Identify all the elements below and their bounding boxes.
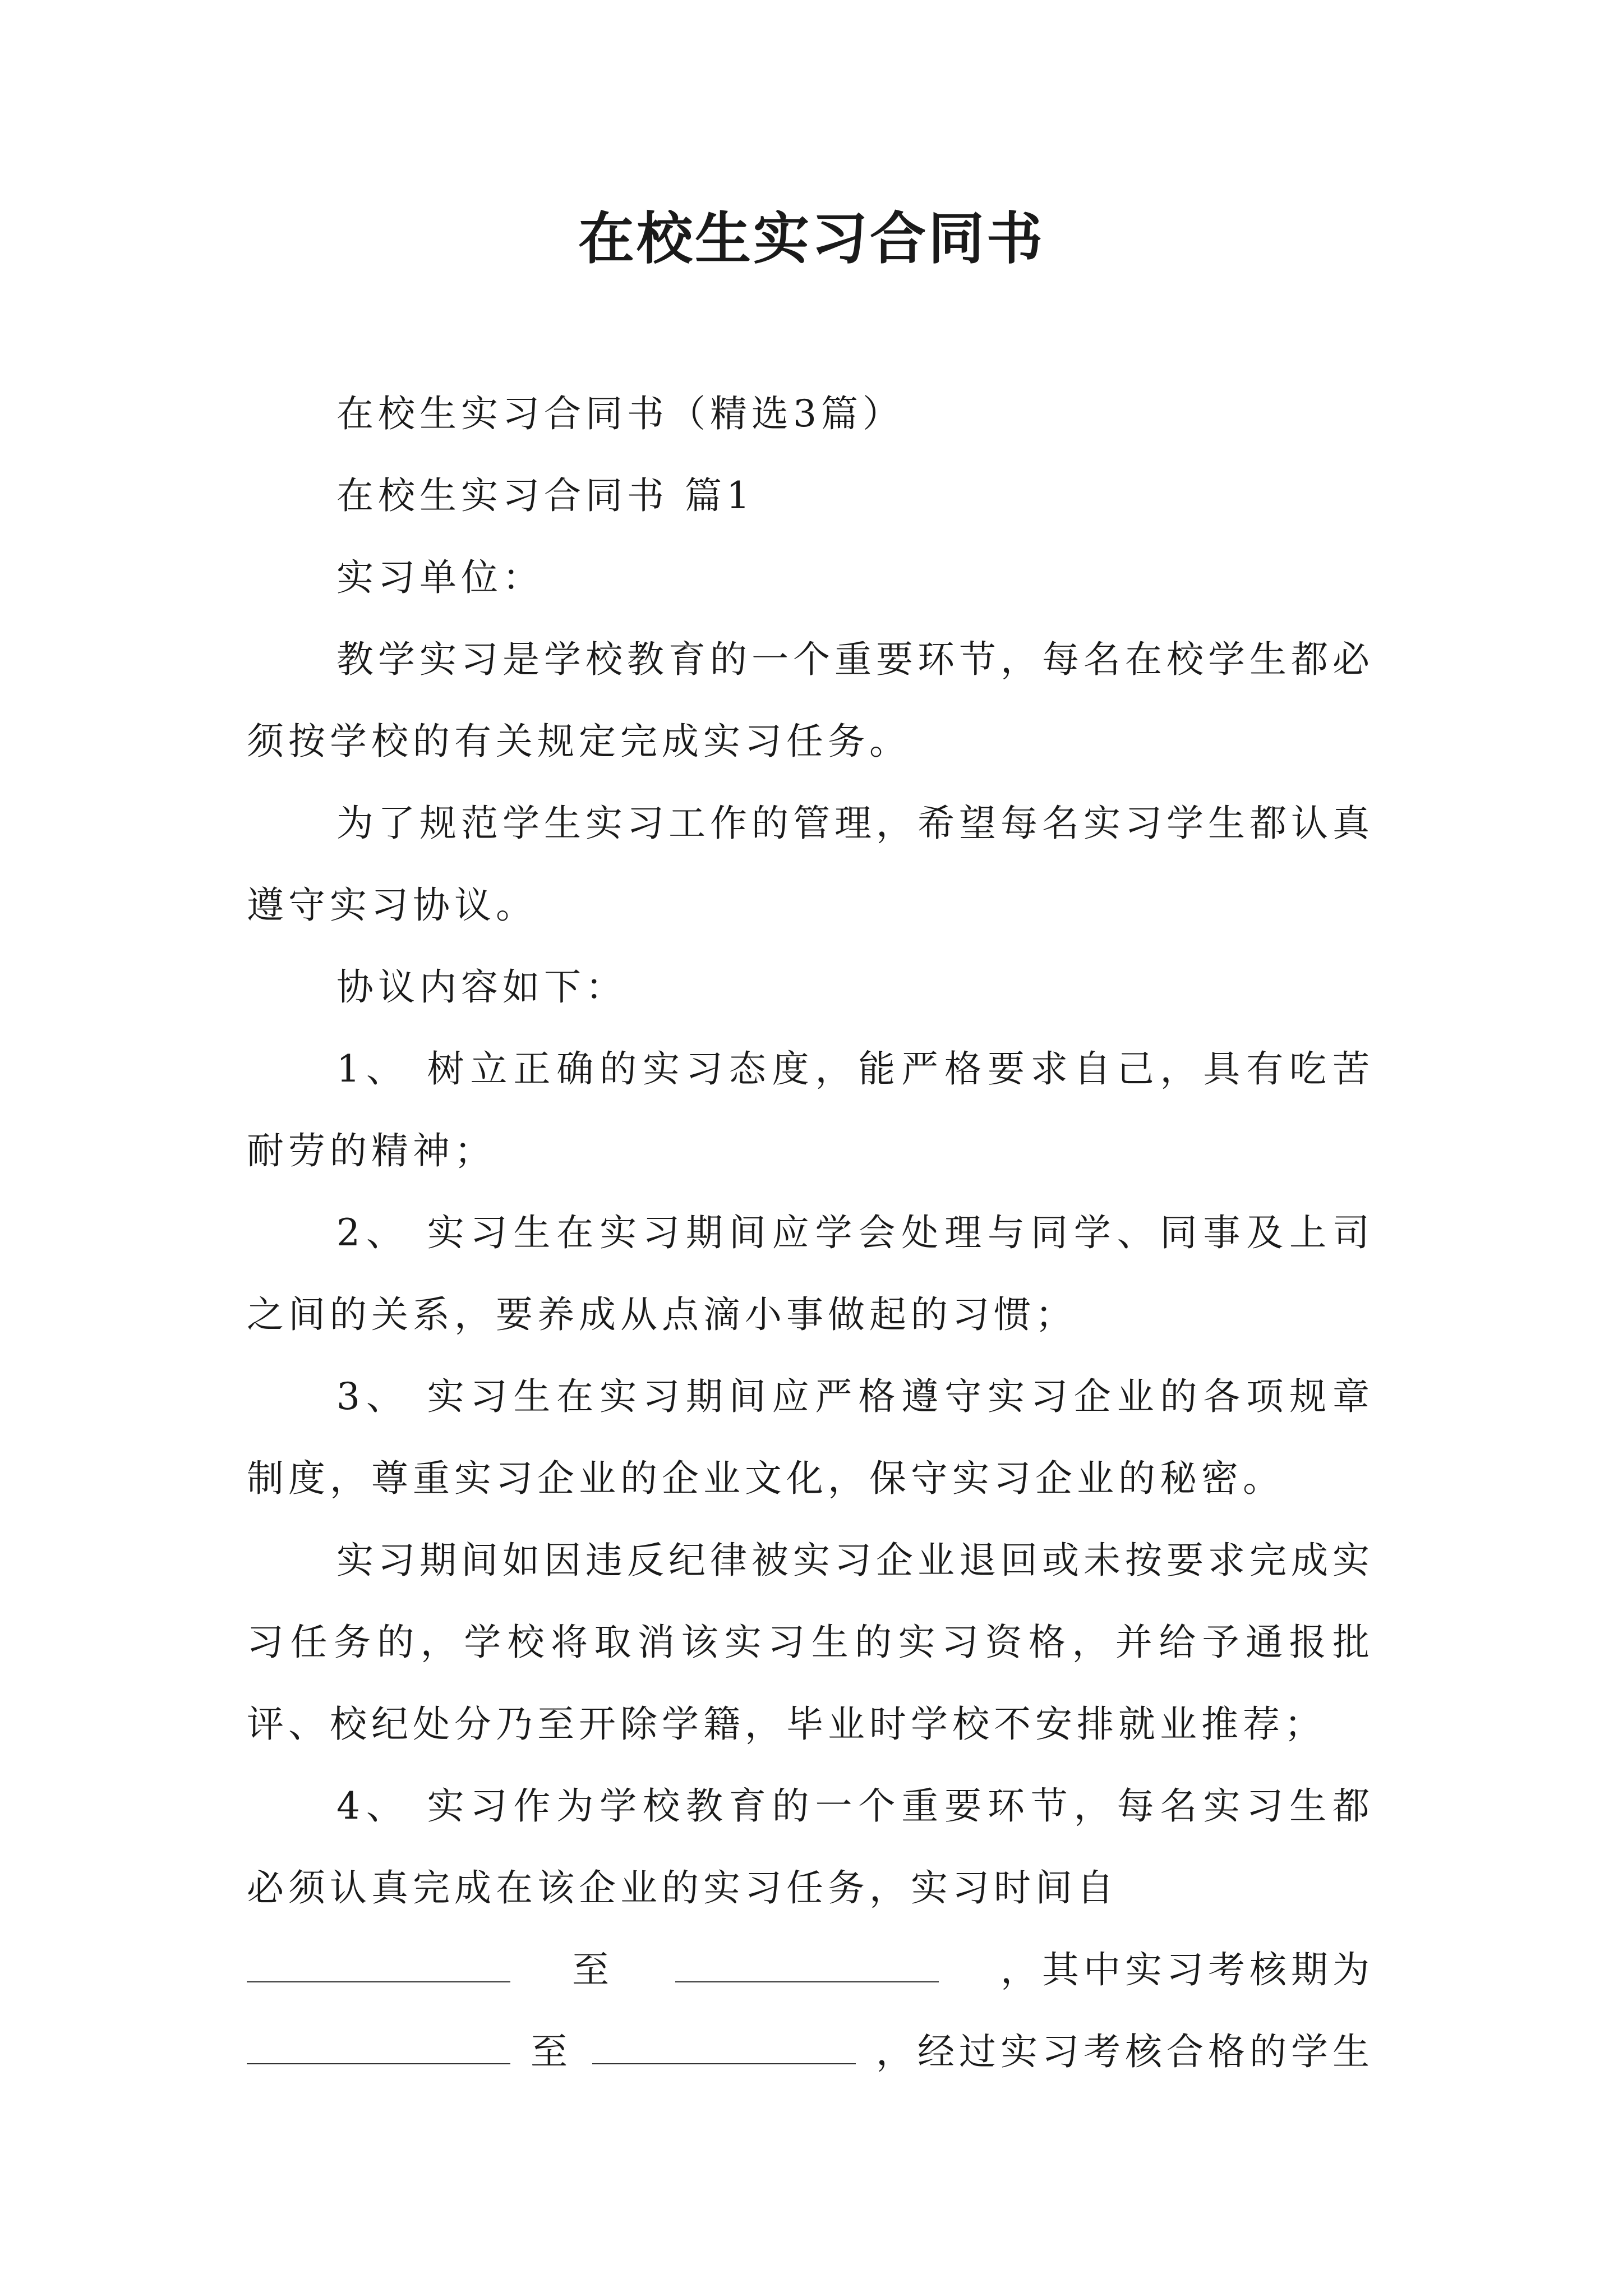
document-body <box>247 373 1374 2093</box>
to-label-2: 至 <box>531 2030 572 2073</box>
unit-label: 实习单位： <box>336 556 544 599</box>
paragraph-3: 协议内容如下： <box>336 965 627 1009</box>
item-4-date-line-1 <box>247 1929 1374 2011</box>
item-4-date-line-2 <box>247 2011 1374 2093</box>
paragraph-1: 教学实习是学校教育的一个重要环节，每名在校学生都必须按学校的有关规定完成实习任务。 <box>247 638 1374 763</box>
to-label-1: 至 <box>572 1948 614 1991</box>
item-4: 4、 实习作为学校教育的一个重要环节，每名实习生都必须认真完成在该企业的实习任务，实习时间自 <box>247 1784 1374 1910</box>
paragraph-2: 为了规范学生实习工作的管理，希望每名实习学生都认真遵守实习协议。 <box>247 802 1374 927</box>
item-4-mid-text: ，其中实习考核期为 <box>1000 1948 1374 1991</box>
document-title: 在校生实习合同书 <box>578 205 1045 272</box>
blank-assess-start <box>247 2058 510 2064</box>
paragraph-4: 实习期间如因违反纪律被实习企业退回或未按要求完成实习任务的，学校将取消该实习生的实习资格，并给予通报批评、校纪处分乃至开除学籍，毕业时学校不安排就业推荐； <box>247 1539 1374 1746</box>
blank-assess-end <box>592 2058 856 2064</box>
subtitle: 在校生实习合同书（精选3篇） <box>336 392 904 435</box>
blank-start-date <box>247 1976 510 1982</box>
item-3: 3、 实习生在实习期间应严格遵守实习企业的各项规章制度，尊重实习企业的企业文化，保守实习企业的秘密。 <box>247 1375 1374 1500</box>
blank-end-date <box>675 1976 939 1982</box>
section-heading: 在校生实习合同书 篇1 <box>336 474 754 517</box>
item-2: 2、 实习生在实习期间应学会处理与同学、同事及上司之间的关系，要养成从点滴小事做起的习惯； <box>247 1211 1374 1336</box>
item-1: 1、 树立正确的实习态度，能严格要求自己，具有吃苦耐劳的精神； <box>247 1047 1374 1172</box>
item-4-end-text: ，经过实习考核合格的学生 <box>876 2030 1374 2073</box>
